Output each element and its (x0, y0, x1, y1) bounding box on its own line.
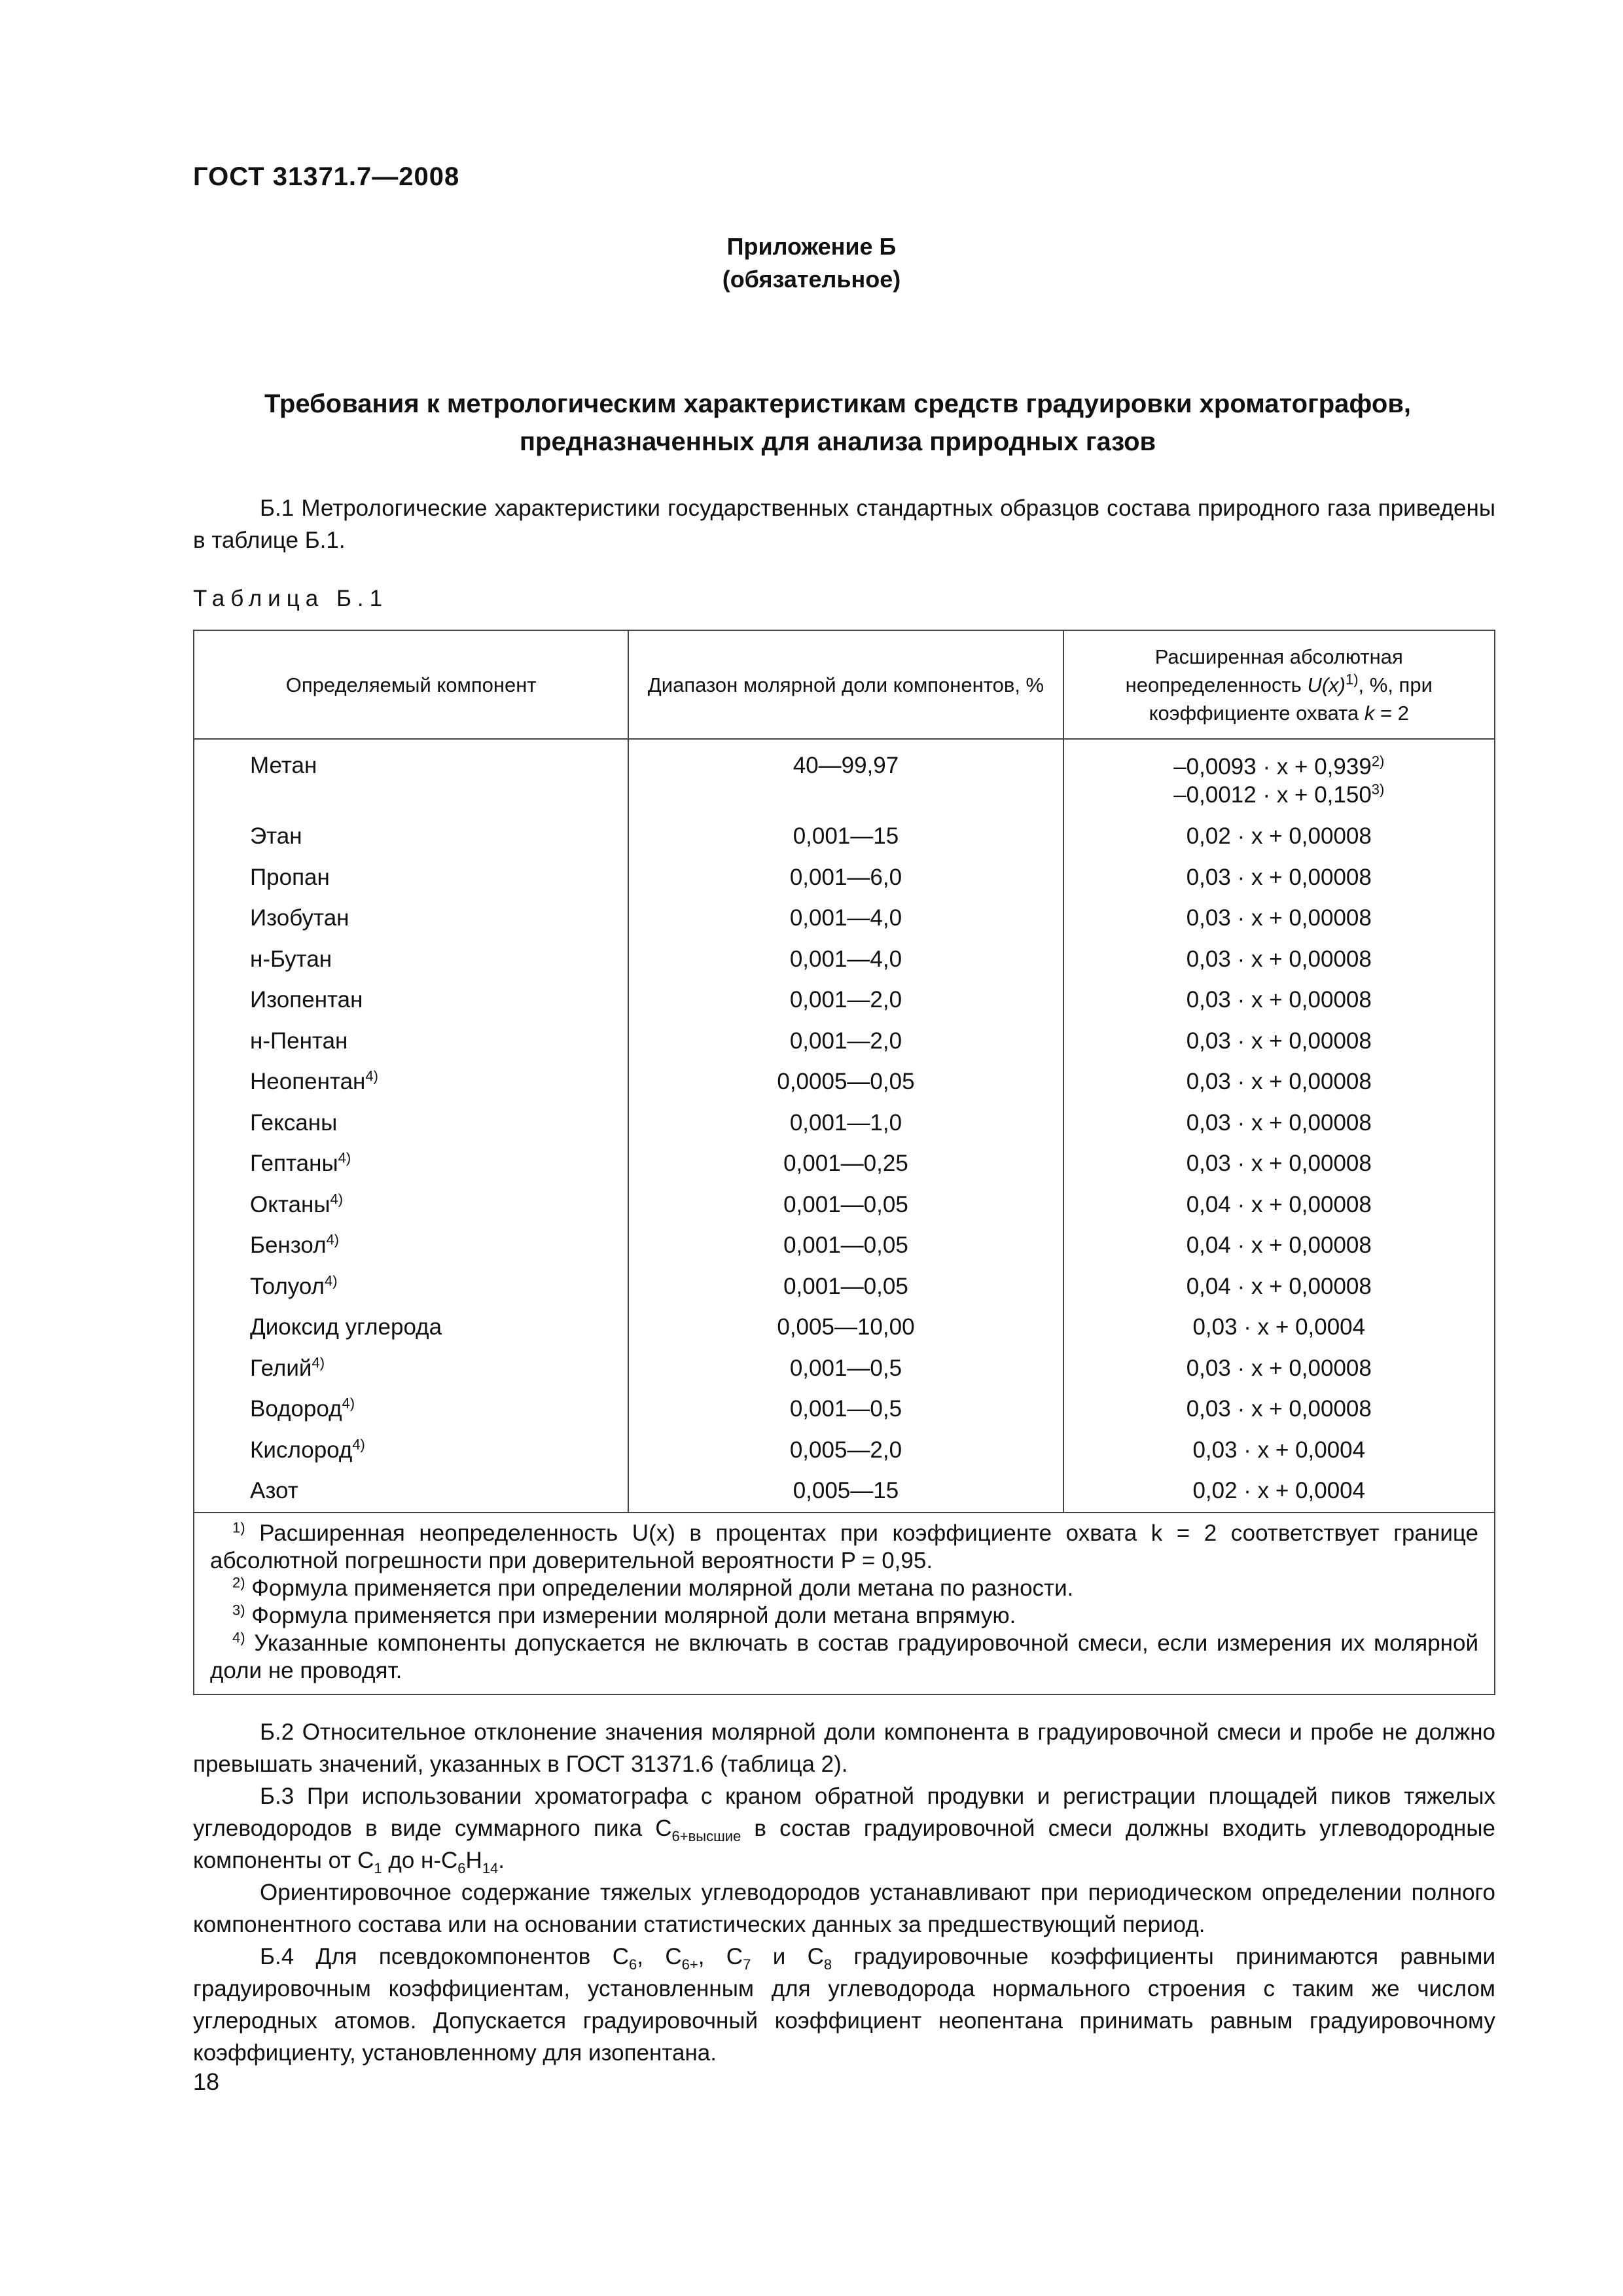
b4-part: и С (751, 1944, 824, 1969)
table-row (194, 1143, 1495, 1185)
page-number: 18 (193, 2068, 220, 2095)
b3-subscript: 6 (457, 1860, 466, 1876)
cell-component (194, 1307, 628, 1348)
table-row (194, 1471, 1495, 1513)
table-note (210, 1520, 1478, 1575)
b3-part: Б.3 При использовании хроматографа с краном обратной продувки и регистрации площадей пиков тяжелых углеводородов в виде суммарного пика С (193, 1784, 1495, 1841)
table-row (194, 1062, 1495, 1103)
table-note (210, 1630, 1478, 1685)
cell-component (194, 1143, 628, 1185)
cell-range: 0,001—0,05 (628, 1225, 1063, 1266)
note-text: Расширенная неопределенность U(x) в процентах при коэффициенте охвата k = 2 соответствует границе абсолютной погрешности при доверительной вероятности P = 0,95. (210, 1520, 1478, 1573)
clauses-b2-b4 (193, 1716, 1495, 2069)
annex-status: (обязательное) (722, 266, 901, 293)
component-name: Толуол (250, 1273, 325, 1299)
cell-uncertainty: 0,03 · x + 0,00008 (1063, 1348, 1495, 1390)
b4-part: , С (698, 1944, 743, 1969)
table-row (194, 1266, 1495, 1308)
cell-range: 0,001—2,0 (628, 1021, 1063, 1062)
header-uncertainty (1063, 630, 1495, 739)
table-row (194, 1430, 1495, 1471)
b3-part: в состав градуировочной смеси должны входить углеводородные компоненты от С (193, 1816, 1495, 1873)
cell-range: 0,001—0,5 (628, 1348, 1063, 1390)
cell-uncertainty: 0,04 · x + 0,00008 (1063, 1185, 1495, 1226)
cell-range: 0,005—15 (628, 1471, 1063, 1513)
cell-range: 0,001—4,0 (628, 939, 1063, 980)
table-row (194, 980, 1495, 1021)
cell-uncertainty: 0,03 · x + 0,00008 (1063, 1143, 1495, 1185)
cell-range: 0,001—0,5 (628, 1389, 1063, 1430)
component-name: Гексаны (250, 1109, 338, 1136)
header-coverage-value: = 2 (1374, 701, 1409, 725)
cell-component (194, 898, 628, 939)
clause-b1 (193, 492, 1495, 556)
header-unc-symbol: U(x) (1307, 673, 1346, 696)
table-caption: Таблица Б.1 (193, 586, 389, 611)
header-coverage-k: k (1364, 701, 1375, 725)
methane-unc-formula-2: –0,0012 · x + 0,150 (1173, 782, 1372, 808)
note-mark: 1) (232, 1518, 245, 1535)
cell-range: 0,001—0,05 (628, 1266, 1063, 1308)
cell-range: 0,005—2,0 (628, 1430, 1063, 1471)
methane-unc-footnote-2: 3) (1371, 781, 1385, 798)
methane-unc-formula-1: –0,0093 · x + 0,939 (1173, 754, 1372, 780)
b3-subscript: 14 (482, 1860, 499, 1876)
cell-uncertainty: 0,04 · x + 0,00008 (1063, 1225, 1495, 1266)
b3-part: . (498, 1848, 505, 1873)
cell-range: 0,0005—0,05 (628, 1062, 1063, 1103)
header-uncertainty-line-2 (1077, 671, 1481, 699)
b3-part: Н (465, 1848, 482, 1873)
component-name: н-Пентан (250, 1028, 348, 1054)
table-b1 (193, 630, 1495, 1695)
cell-component (194, 1225, 628, 1266)
component-name: Октаны (250, 1191, 330, 1217)
cell-component (194, 816, 628, 857)
note-text: Формула применяется при измерении молярной доли метана впрямую. (251, 1602, 1016, 1628)
b3-subscript: 6+высшие (671, 1828, 741, 1844)
component-name: н-Бутан (250, 946, 332, 972)
clause-b2-text: Б.2 Относительное отклонение значения молярной доли компонента в градуировочной смеси и пробе не должно превышать значений, указанных в ГОСТ 31371.6 (таблица 2). (193, 1719, 1495, 1777)
cell-range: 0,001—0,05 (628, 1185, 1063, 1226)
footnote-mark: 4) (338, 1149, 351, 1166)
table-body (194, 739, 1495, 1513)
note-mark: 4) (232, 1628, 245, 1645)
component-name: Гелий (250, 1355, 312, 1381)
annex-label (0, 230, 1623, 296)
cell-uncertainty: 0,03 · x + 0,00008 (1063, 980, 1495, 1021)
table-notes (194, 1513, 1495, 1695)
cell-uncertainty: 0,03 · x + 0,00008 (1063, 898, 1495, 939)
cell-component (194, 1021, 628, 1062)
b3-part: до н-С (382, 1848, 458, 1873)
clause-b3-continuation: Ориентировочное содержание тяжелых углеводородов устанавливают при периодическом определении полного компонентного состава или на основании статистических данных за предшествующий период. (193, 1880, 1495, 1937)
table-row (194, 1348, 1495, 1390)
cell-component (194, 857, 628, 899)
cell-component (194, 1062, 628, 1103)
methane-unc-footnote-1: 2) (1371, 753, 1385, 770)
cell-uncertainty (1063, 739, 1495, 816)
table-notes-row (194, 1513, 1495, 1695)
table-row (194, 898, 1495, 939)
component-name: Водород (250, 1396, 342, 1422)
cell-uncertainty: 0,03 · x + 0,0004 (1063, 1430, 1495, 1471)
header-range: Диапазон молярной доли компонентов, % (628, 630, 1063, 739)
annex-title: Приложение Б (726, 233, 897, 260)
header-uncertainty-line-1: Расширенная абсолютная (1154, 645, 1403, 668)
cell-component (194, 1348, 628, 1390)
component-name: Этан (250, 823, 302, 850)
methane-uncertainty-difference (1064, 753, 1494, 781)
b3-subscript: 1 (374, 1860, 382, 1876)
clause-b4-text (193, 1941, 1495, 2069)
table-row (194, 1225, 1495, 1266)
cell-component (194, 1103, 628, 1144)
footnote-mark: 4) (326, 1231, 340, 1248)
component-name: Пропан (250, 864, 330, 890)
table-row (194, 1307, 1495, 1348)
b4-subscript: 7 (743, 1956, 751, 1973)
component-name: Бензол (250, 1232, 327, 1259)
b4-subscript: 6+ (681, 1956, 698, 1973)
cell-component (194, 939, 628, 980)
cell-component (194, 980, 628, 1021)
cell-component (194, 1471, 628, 1513)
cell-uncertainty: 0,02 · x + 0,0004 (1063, 1471, 1495, 1513)
component-name: Изопентан (250, 987, 363, 1013)
cell-range: 0,001—6,0 (628, 857, 1063, 899)
cell-uncertainty: 0,03 · x + 0,0004 (1063, 1307, 1495, 1348)
footnote-mark: 4) (324, 1272, 338, 1289)
header-coverage-text: коэффициенте охвата (1149, 701, 1364, 725)
footnote-mark: 4) (365, 1067, 378, 1085)
footnote-mark: 4) (330, 1191, 344, 1208)
cell-uncertainty: 0,02 · x + 0,00008 (1063, 816, 1495, 857)
cell-range: 0,001—4,0 (628, 898, 1063, 939)
cell-uncertainty: 0,03 · x + 0,00008 (1063, 1389, 1495, 1430)
b4-part: градуировочные коэффициенты принимаются равными градуировочным коэффициентам, установленным для углеводорода нормального строения с таким же числом углеродных атомов. Допускается градуировочный коэффициент неопентана принимать равным градуировочному коэффициенту, установленному для изопентана. (193, 1944, 1496, 2066)
header-unc-footnote-mark: 1) (1345, 671, 1359, 688)
cell-uncertainty: 0,03 · x + 0,00008 (1063, 1103, 1495, 1144)
cell-uncertainty: 0,03 · x + 0,00008 (1063, 857, 1495, 899)
methane-uncertainty-direct (1064, 781, 1494, 809)
header-unc-unit: , %, при (1358, 673, 1433, 696)
b4-subscript: 6 (629, 1956, 637, 1973)
b4-subscript: 8 (823, 1956, 832, 1973)
note-text: Указанные компоненты допускается не включать в состав градуировочной смеси, если измерения их молярной доли не проводят. (210, 1630, 1479, 1683)
b4-part: Б.4 Для псевдокомпонентов С (260, 1944, 630, 1969)
table-row (194, 1021, 1495, 1062)
cell-range: 40—99,97 (628, 739, 1063, 816)
clause-b3-text (193, 1780, 1495, 1876)
cell-range: 0,001—1,0 (628, 1103, 1063, 1144)
annex-heading-line-2: предназначенных для анализа природных газов (519, 427, 1156, 456)
component-name: Диоксид углерода (250, 1314, 442, 1340)
component-name: Азот (250, 1478, 298, 1504)
cell-uncertainty: 0,03 · x + 0,00008 (1063, 939, 1495, 980)
cell-range: 0,005—10,00 (628, 1307, 1063, 1348)
cell-component (194, 1185, 628, 1226)
component-name: Гептаны (250, 1151, 338, 1177)
cell-uncertainty: 0,03 · x + 0,00008 (1063, 1021, 1495, 1062)
annex-heading (193, 385, 1482, 461)
clause-b1-text: Б.1 Метрологические характеристики государственных стандартных образцов состава природного газа приведены в таблице Б.1. (193, 495, 1495, 553)
component-name: Изобутан (250, 905, 349, 931)
cell-range: 0,001—0,25 (628, 1143, 1063, 1185)
footnote-mark: 4) (352, 1436, 365, 1453)
table-row-methane (194, 739, 1495, 816)
component-name: Неопентан (250, 1069, 366, 1095)
cell-component (194, 1430, 628, 1471)
cell-component: Метан (194, 739, 628, 816)
header-component: Определяемый компонент (194, 630, 628, 739)
b4-part: , С (637, 1944, 682, 1969)
note-mark: 3) (232, 1601, 245, 1618)
table-row (194, 939, 1495, 980)
cell-uncertainty: 0,04 · x + 0,00008 (1063, 1266, 1495, 1308)
footnote-mark: 4) (312, 1354, 325, 1371)
header-uncertainty-line-3 (1077, 699, 1481, 727)
cell-uncertainty: 0,03 · x + 0,00008 (1063, 1062, 1495, 1103)
note-mark: 2) (232, 1573, 245, 1590)
table-row (194, 857, 1495, 899)
note-text: Формула применяется при определении молярной доли метана по разности. (251, 1575, 1074, 1601)
table-note (210, 1602, 1478, 1630)
table-note (210, 1575, 1478, 1602)
cell-component (194, 1266, 628, 1308)
footnote-mark: 4) (342, 1395, 355, 1412)
document-code: ГОСТ 31371.7—2008 (193, 162, 460, 191)
table-row (194, 1185, 1495, 1226)
cell-range: 0,001—15 (628, 816, 1063, 857)
cell-component (194, 1389, 628, 1430)
table-row (194, 1389, 1495, 1430)
table-header-row (194, 630, 1495, 739)
component-name: Кислород (250, 1437, 353, 1463)
table-row (194, 1103, 1495, 1144)
annex-heading-line-1: Требования к метрологическим характеристикам средств градуировки хроматографов, (264, 389, 1412, 418)
cell-range: 0,001—2,0 (628, 980, 1063, 1021)
header-unc-text: неопределенность (1125, 673, 1308, 696)
table-row (194, 816, 1495, 857)
